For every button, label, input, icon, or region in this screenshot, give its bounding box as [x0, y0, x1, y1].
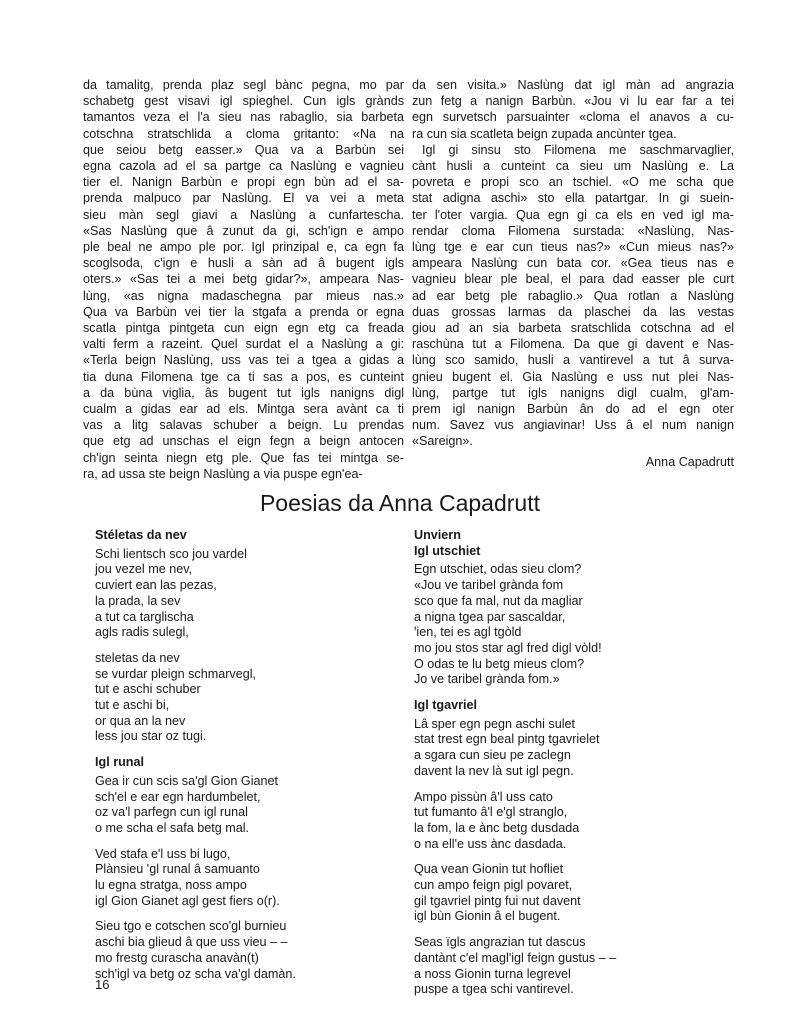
text-line: scoglsoda, c'ign e husli a sàn ad â bugent igls [83, 256, 404, 271]
text-line: vagnieu blear ple beal, el para dad easser ple curt [412, 272, 734, 287]
poem [414, 698, 714, 998]
verse-line: tut e aschi bi, [95, 698, 170, 713]
verse-line: Plànsieu 'gl runal â samuanto [95, 862, 260, 877]
poems-column-right [414, 528, 714, 1008]
poem-stanza [414, 562, 714, 688]
text-line: da sen visita.» Naslùng dat igl màn ad angrazia [412, 78, 734, 92]
text-line: egna cazola ad el sa partge ca Naslùng e vagnieu [83, 159, 404, 174]
verse-line: Sieu tgo e cotschen sco'gl burnieu [95, 919, 287, 934]
text-line: prem igl nanign Barbùn ân do ad el egn oter [412, 402, 734, 417]
text-line: gnieu bugent el. Gia Naslùng e uss nut plei Nas- [412, 369, 734, 384]
text-line: ad ear betg ple rabaglio.» Qua rotlan a Naslùng [412, 288, 734, 303]
text-line: giou ad an sia barbeta sratschlida cotschna ad el [412, 321, 734, 336]
verse-line: stat trest egn beal pintg tgavrielet [414, 732, 600, 747]
text-line: Qua va Barbùn vei tier la stgafa a prenda or egna [83, 304, 404, 319]
author-signature: Anna Capadrutt [645, 454, 734, 469]
verse-line: aschi bia glieud â que uss vieu – – [95, 935, 288, 950]
poem-title: Igl runal [95, 755, 144, 770]
poem-group-title: Unviern [414, 528, 461, 542]
poem [414, 528, 714, 688]
text-line: ch'ign seinta niegn etg ple. Que fas tei mintga se- [83, 450, 404, 465]
text-line: zun fetg a nanign Barbùn. «Jou vi lu ear far a tei [412, 94, 734, 109]
verse-line: la fom, la e ànc betg dusdada [414, 820, 580, 835]
verse-line: Lâ sper egn pegn aschi sulet [414, 716, 576, 731]
verse-line: sco que fa mal, nut da magliar [414, 593, 583, 608]
text-line: povreta e propi sco an tschiel. «O me scha que [412, 175, 734, 190]
text-line: «Terla beign Naslùng, uss vas tei a tgea a gidas a [83, 353, 404, 368]
text-line: stat adigna aschi» sto ella patartgar. In gi suein- [412, 191, 734, 206]
text-line: ra cun sia scatleta beign zupada ancùnter tgea. [412, 126, 677, 141]
verse-line: a tut ca targlischa [95, 609, 194, 624]
poem-stanza [414, 790, 714, 853]
verse-line: gil tgavriel pintg fui nut davent [414, 893, 581, 908]
verse-line: agls radis sulegl, [95, 625, 189, 640]
verse-line: «Jou ve taribel grànda fom [414, 578, 564, 593]
story-column-left [83, 77, 404, 482]
verse-line: cun ampo feign pigl povaret, [414, 878, 573, 893]
text-line: que seiou betg easser.» Qua va a Barbùn sei [83, 142, 404, 157]
poem-stanza [95, 919, 385, 982]
poem-title: Stéletas da nev [95, 528, 187, 542]
verse-line: oz va'l parfegn cun igl runal [95, 805, 248, 820]
text-line: valti ferm a razeint. Quel surdat el a Naslùng a gi: [83, 337, 404, 352]
verse-line: a sgara cun sieu pe zaclegn [414, 748, 571, 763]
verse-line: sch'igl va betg oz scha va'gl damàn. [95, 966, 296, 981]
verse-line: igl bùn Gionin â el bugent. [414, 909, 561, 924]
verse-line: Qua vean Gionin tut hofliet [414, 862, 564, 877]
text-line: ra, ad ussa ste beign Naslùng a via puspe egn'ea- [83, 466, 363, 481]
verse-line: less jou star oz tugi. [95, 729, 207, 744]
verse-line: cuviert ean las pezas, [95, 578, 217, 593]
text-line: Igl gi sinsu sto Filomena me saschmarvaglier, [422, 142, 734, 157]
poem-stanza [95, 547, 385, 641]
verse-line: Ampo pissùn â'l uss cato [414, 789, 553, 804]
text-line: egn survetsch parsuainter «cloma el anavos a cu- [412, 110, 734, 125]
poem-stanza [95, 774, 385, 837]
poem-stanza [414, 862, 714, 925]
verse-line: sch'el e ear egn hardumbelet, [95, 789, 261, 804]
text-line: vas a litg salavas schuber a beign. Lu prendas [83, 418, 404, 433]
text-line: tier el. Nanign Barbùn e propi egn bùn ad el sa- [83, 175, 404, 190]
verse-line: Schi lientsch sco jou vardel [95, 546, 247, 561]
poem-title: Igl utschiet [414, 543, 481, 558]
poem-stanza [95, 651, 385, 745]
text-line: ter l'oter vargia. Qua egn gi ca els en ved igl ma- [412, 207, 734, 222]
text-line: prenda malpuco par Naslùng. El va vei a meta [83, 191, 404, 206]
poem-stanza [414, 717, 714, 780]
verse-line: dantànt c'el magl'igl feign gustus – – [414, 950, 617, 965]
text-line: oters.» «Sas tei a mei betg gidar?», ampeara Nas- [83, 272, 404, 287]
text-line: ampeara Naslùng cun bata cor. «Gea tieus nas e [412, 256, 734, 271]
text-line: raschùna tut a Filomena. Da que gi davent e Nas- [412, 337, 734, 352]
verse-line: a noss Gionin turna legrevel [414, 966, 571, 981]
verse-line: tut fumanto â'l e'gl stranglo, [414, 805, 568, 820]
poem-stanza [414, 935, 714, 998]
text-line: num. Savez vus angiavinar! Uss â el num nanign [412, 418, 734, 433]
text-line: ple beal ne ampo ple por. Igl prinzipal e, ca egn fa [83, 240, 404, 255]
page-number: 16 [95, 977, 110, 992]
section-title: Poesias da Anna Capadrutt [259, 490, 541, 516]
text-line: rendar cloma Filomena surstada: «Naslùng, Nas- [412, 223, 734, 238]
text-line: duas grossas larmas da plaschei da las vestas [412, 304, 734, 319]
verse-line: o me scha el safa betg mal. [95, 820, 250, 835]
verse-line: mo frestg curascha anavàn(t) [95, 950, 259, 965]
verse-line: Jo ve taribel grànda fom.» [414, 672, 560, 687]
text-line: tamantos veza el l'a sieu nas rabaglio, sia barbeta [83, 110, 404, 125]
text-line: cualm a gidas ear ad els. Mintga sera avànt ca ti [83, 402, 404, 417]
verse-line: la prada, la sev [95, 593, 181, 608]
verse-line: Seas ïgls angrazian tut dascus [414, 935, 586, 950]
verse-line: Egn utschiet, odas sieu clom? [414, 562, 582, 577]
text-line: lùng tge e ear cun tieus nas?» «Cun mieus nas?» [412, 240, 734, 255]
verse-line: or qua an la nev [95, 713, 186, 728]
poem [95, 528, 385, 745]
text-line: lùng, partge tut igls nanigns digl cualm, gl'am- [412, 385, 734, 400]
text-line: schabetg gest visavi igl spieghel. Cun igls grànds [83, 94, 404, 109]
verse-line: tut e aschi schuber [95, 682, 201, 697]
verse-line: jou vezel me nev, [95, 562, 193, 577]
text-line: que etg ad unschas el eign fegn a beign antocen [83, 434, 404, 449]
text-line: scatla pintga pintgeta cun eign egn etg ca freada [83, 321, 404, 336]
verse-line: O odas te lu betg mieus clom? [414, 656, 585, 671]
text-line: «Sareign». [412, 434, 473, 449]
text-line: «Sas Naslùng que â zunut da gi, sch'ign e ampo [83, 223, 404, 238]
verse-line: davent la nev là sut igl pegn. [414, 763, 574, 778]
text-line: tia duna Filomena tge ca ti sas a pos, es cunteint [83, 369, 404, 384]
verse-line: igl Gion Gianet agl gest fiers o(r). [95, 893, 280, 908]
text-line: cotschna stratschlida a cloma gritanto: «Na na [83, 126, 404, 141]
story-column-right [412, 77, 734, 470]
poems-column-left [95, 528, 385, 992]
poem-stanza [95, 847, 385, 910]
verse-line: lu egna stratga, noss ampo [95, 878, 247, 893]
poem [95, 755, 385, 982]
text-line: lùng, «as nigna madaschegna par mieus nas.» [83, 288, 404, 303]
text-line: sieu màn segl giavi a Naslùng a cunfartescha. [83, 207, 404, 222]
verse-line: Gea ir cun scis sa'gl Gion Gianet [95, 773, 278, 788]
verse-line: se vurdar pleign schmarvegl, [95, 666, 256, 681]
verse-line: Ved stafa e'l uss bi lugo, [95, 846, 231, 861]
verse-line: mo jou stos star agl fred digl vòld! [414, 640, 602, 655]
text-line: lùng sco samido, husli a vantirevel a tut â surva- [412, 353, 734, 368]
text-line: a da bùna viglia, âs bugent tut igls nanigns digl [83, 385, 404, 400]
verse-line: puspe a tgea schi vantirevel. [414, 982, 574, 997]
verse-line: ꞌien, tei es agl tgòld [414, 625, 522, 640]
verse-line: a nigna tgea par sascaldar, [414, 609, 566, 624]
text-line: cànt husli a cunteint ca sieu um Naslùng e. La [412, 159, 734, 174]
verse-line: steletas da nev [95, 650, 180, 665]
text-line: da tamalitg, prenda plaz segl bànc pegna, mo par [83, 78, 404, 92]
verse-line: o na ell'e uss ànc dasdada. [414, 836, 567, 851]
poem-title: Igl tgavriel [414, 698, 477, 713]
